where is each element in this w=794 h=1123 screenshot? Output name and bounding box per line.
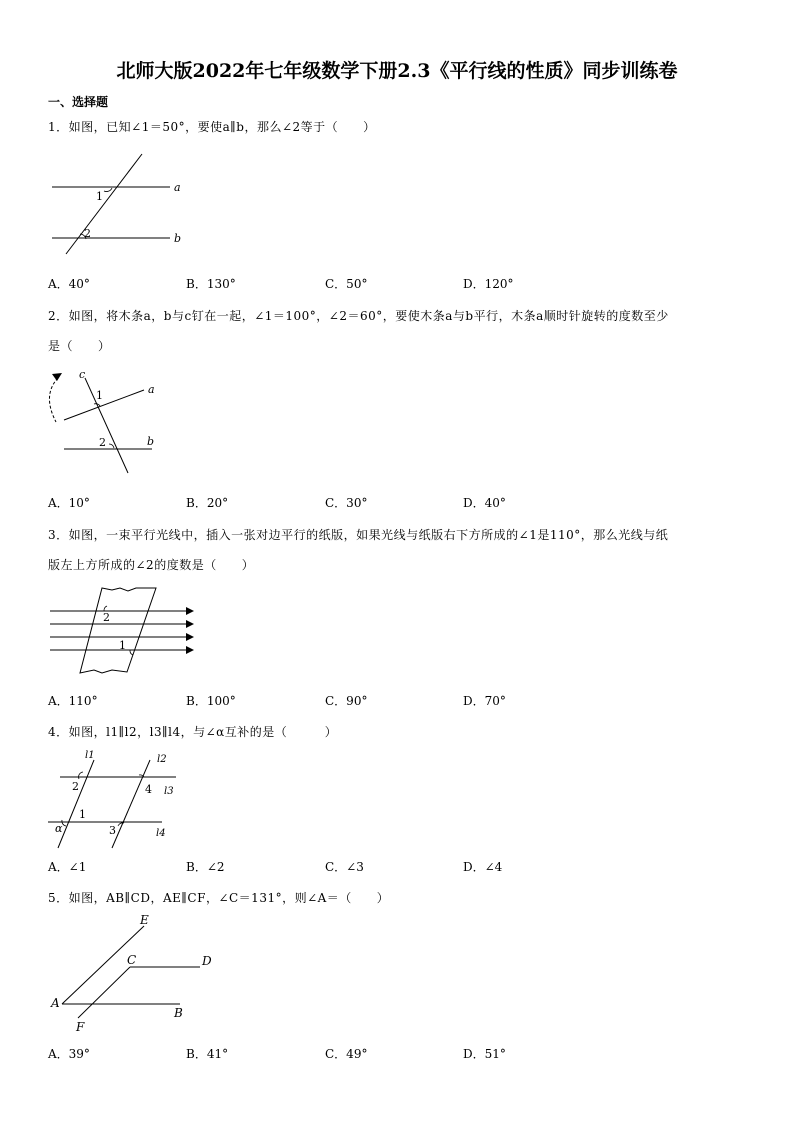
page-title: 北师大版2022年七年级数学下册2.3《平行线的性质》同步训练卷 xyxy=(116,60,678,82)
label-angle-1: 1 xyxy=(96,389,103,402)
q2-option-b[interactable]: B．20° xyxy=(186,496,229,510)
question-2-text-line-1: 2．如图，将木条a，b与c钉在一起，∠1＝100°，∠2＝60°，要使木条a与b平行，木条a顺时针旋转的度数至少 xyxy=(48,309,669,323)
q1-option-c[interactable]: C．50° xyxy=(325,277,368,291)
q2-option-d[interactable]: D．40° xyxy=(463,496,506,510)
question-5-text: 5．如图，AB∥CD，AE∥CF，∠C＝131°，则∠A＝（ ） xyxy=(48,891,390,905)
label-l4: l4 xyxy=(156,828,166,839)
label-l2: l2 xyxy=(157,754,167,765)
label-angle-1: 1 xyxy=(96,190,103,203)
question-3-text-line-2: 版左上方所成的∠2的度数是（ ） xyxy=(48,558,255,572)
label-angle-2: 2 xyxy=(99,436,106,449)
label-angle-4: 4 xyxy=(145,783,152,796)
q4-option-a[interactable]: A．∠1 xyxy=(48,860,87,874)
q2-option-c[interactable]: C．30° xyxy=(325,496,368,510)
label-E: E xyxy=(140,913,149,927)
question-4-text: 4．如图，l1∥l2，l3∥l4，与∠α互补的是（ ） xyxy=(48,725,338,739)
label-F: F xyxy=(76,1020,85,1034)
question-3-figure xyxy=(44,582,200,680)
section-heading: 一、选择题 xyxy=(48,95,109,109)
q1-option-d[interactable]: D．120° xyxy=(463,277,514,291)
label-D: D xyxy=(202,954,212,968)
label-a: a xyxy=(148,383,155,396)
q4-option-c[interactable]: C．∠3 xyxy=(325,860,364,874)
label-a: a xyxy=(174,181,181,194)
question-1-text: 1．如图，已知∠1＝50°，要使a∥b，那么∠2等于（ ） xyxy=(48,120,376,134)
q2-option-a[interactable]: A．10° xyxy=(48,496,90,510)
q5-option-a[interactable]: A．39° xyxy=(48,1047,90,1061)
label-angle-1: 1 xyxy=(79,808,86,821)
label-angle-3: 3 xyxy=(109,824,116,837)
q3-option-d[interactable]: D．70° xyxy=(463,694,506,708)
label-b: b xyxy=(147,435,155,448)
q3-option-b[interactable]: B．100° xyxy=(186,694,236,708)
question-2-figure xyxy=(36,362,166,477)
label-c: c xyxy=(79,368,86,381)
q5-option-b[interactable]: B．41° xyxy=(186,1047,229,1061)
question-5-figure xyxy=(44,910,224,1034)
label-l1: l1 xyxy=(85,750,95,761)
q3-option-a[interactable]: A．110° xyxy=(48,694,98,708)
label-l3: l3 xyxy=(164,786,174,797)
label-angle-2: 2 xyxy=(103,611,110,624)
label-angle-1: 1 xyxy=(119,639,126,652)
label-b: b xyxy=(174,232,182,245)
label-alpha: α xyxy=(55,822,63,835)
label-A: A xyxy=(51,996,60,1010)
q1-option-b[interactable]: B．130° xyxy=(186,277,236,291)
q5-option-d[interactable]: D．51° xyxy=(463,1047,506,1061)
label-angle-2: 2 xyxy=(84,227,91,240)
label-angle-2: 2 xyxy=(72,780,79,793)
q4-option-d[interactable]: D．∠4 xyxy=(463,860,503,874)
q5-option-c[interactable]: C．49° xyxy=(325,1047,368,1061)
question-1-figure xyxy=(40,148,200,258)
q4-option-b[interactable]: B．∠2 xyxy=(186,860,225,874)
q3-option-c[interactable]: C．90° xyxy=(325,694,368,708)
label-B: B xyxy=(174,1006,183,1020)
question-2-text-line-2: 是（ ） xyxy=(48,339,111,353)
q1-option-a[interactable]: A．40° xyxy=(48,277,90,291)
question-3-text-line-1: 3．如图，一束平行光线中，插入一张对边平行的纸版，如果光线与纸版右下方所成的∠1是110°，那么光线与纸 xyxy=(48,528,669,542)
question-4-figure xyxy=(44,744,180,848)
label-C: C xyxy=(127,953,137,967)
